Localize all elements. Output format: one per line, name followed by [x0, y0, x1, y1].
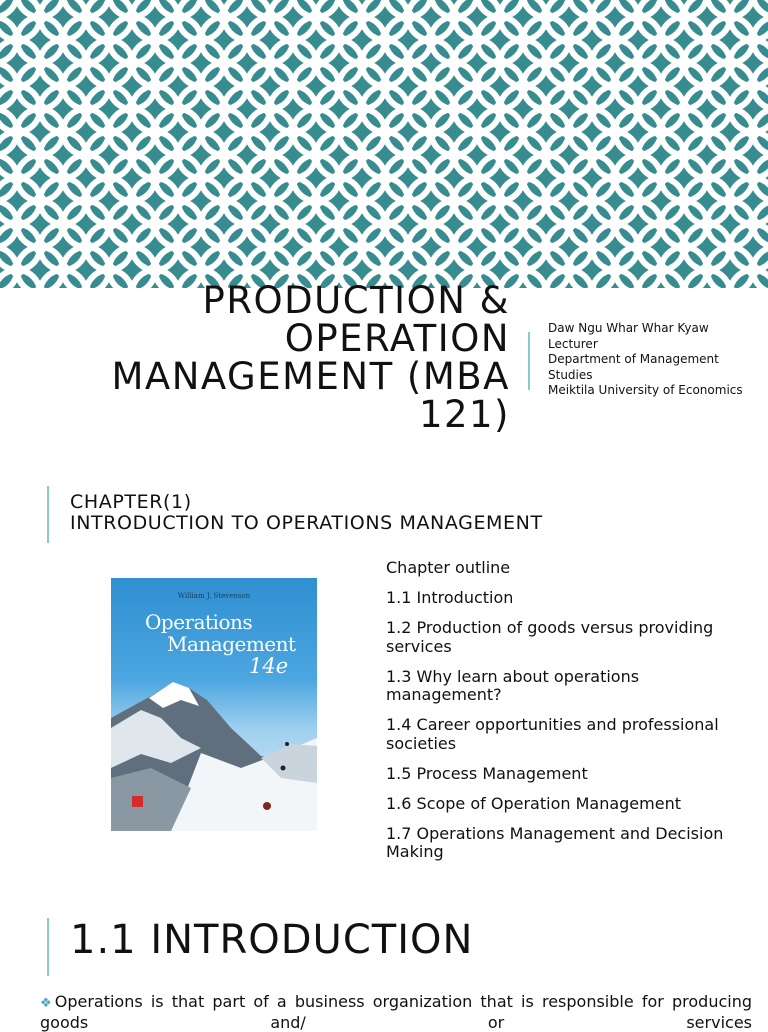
book-cover-title-line: Management [167, 632, 296, 656]
book-cover-image [111, 578, 317, 831]
title-line: MANAGEMENT (MBA [111, 355, 510, 398]
section-heading: 1.1 INTRODUCTION [70, 917, 474, 963]
chapter-heading [70, 492, 543, 534]
author-department: Department of Management [548, 352, 719, 366]
outline-heading: Chapter outline [386, 558, 511, 577]
book-cover-edition: 14e [249, 654, 289, 678]
chapter-title: INTRODUCTION TO OPERATIONS MANAGEMENT [70, 512, 543, 534]
title-line: PRODUCTION & [202, 279, 510, 322]
outline-item: 1.1 Introduction [386, 588, 514, 607]
author-department-cont: Studies [548, 367, 593, 382]
outline-item: 1.2 Production of goods versus providing services [386, 618, 714, 656]
chapter-divider [47, 486, 49, 543]
chapter-outline [386, 559, 758, 873]
paragraph-text: Operations is that part of a business organization that is responsible for producing goods and/ or services [40, 992, 752, 1032]
author-university: Meiktila University of Economics [548, 383, 743, 397]
decorative-pattern-banner [0, 0, 768, 288]
diamond-bullet-icon: ❖ [40, 996, 55, 1011]
author-info [548, 321, 758, 399]
presentation-title [40, 279, 510, 436]
title-divider [528, 332, 530, 390]
book-cover-title-line: Operations [145, 610, 253, 634]
author-name: Daw Ngu Whar Whar Kyaw [548, 321, 709, 335]
outline-item: 1.5 Process Management [386, 763, 588, 783]
mountain-illustration [111, 578, 317, 831]
chapter-number: CHAPTER(1) [70, 491, 192, 513]
author-role: Lecturer [548, 336, 598, 351]
outline-item: 1.4 Career opportunities and professional societies [386, 715, 719, 753]
section-paragraph [40, 992, 752, 1032]
outline-item: 1.3 Why learn about operations management? [386, 666, 640, 704]
book-cover-author: William J. Stevenson [177, 592, 251, 600]
title-line: 121) [418, 393, 510, 436]
title-line: OPERATION [284, 317, 510, 360]
outline-item: 1.6 Scope of Operation Management [386, 793, 681, 813]
section-divider [47, 918, 49, 976]
outline-item: 1.7 Operations Management and Decision Making [386, 823, 724, 861]
